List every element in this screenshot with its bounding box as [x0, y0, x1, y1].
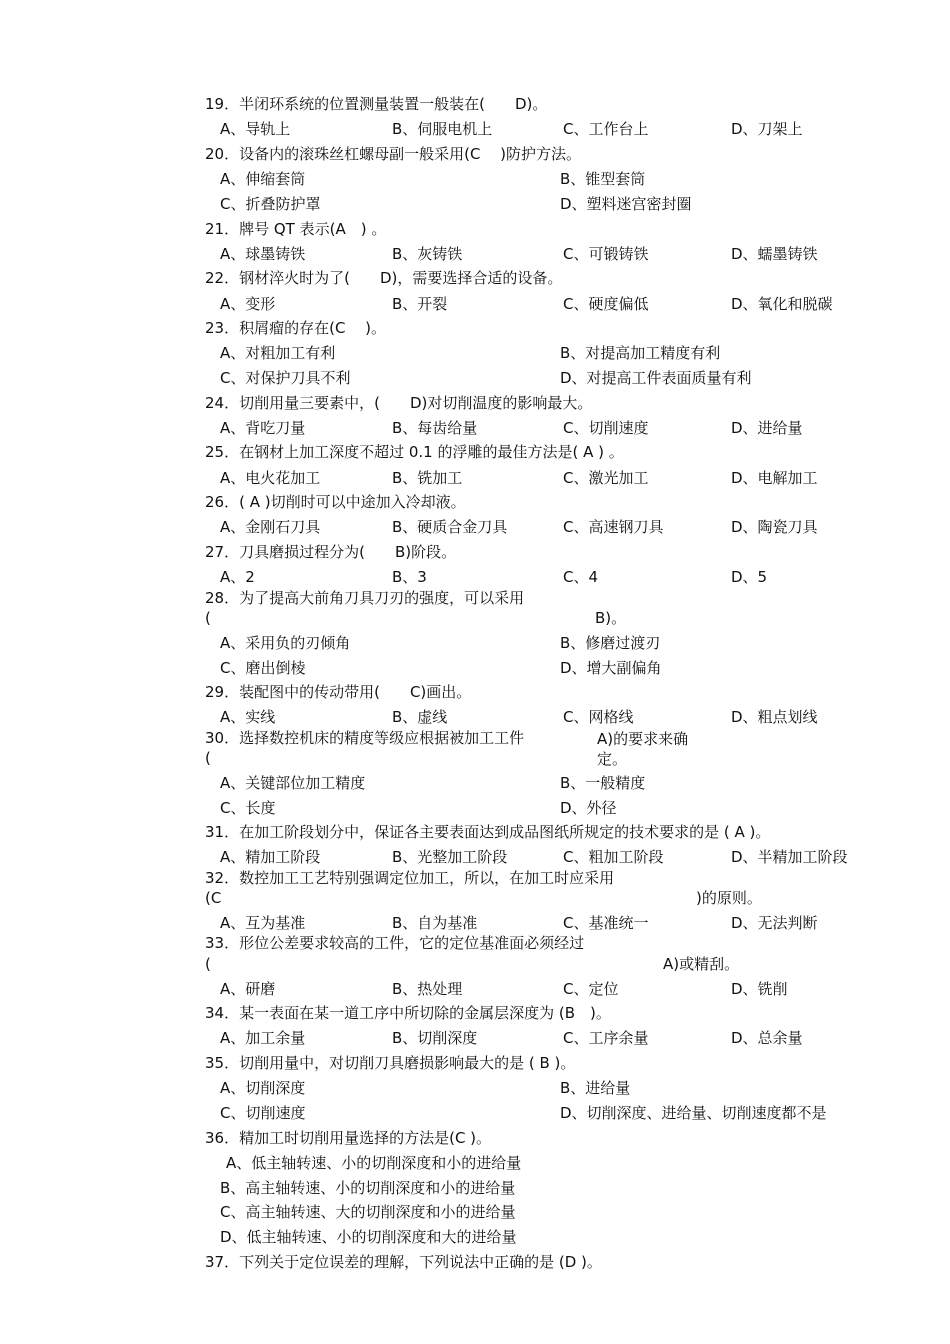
q21-option-a: A、球墨铸铁	[220, 245, 306, 263]
q23-option-b: B、对提高加工精度有利	[560, 344, 721, 362]
q36-option-a: A、低主轴转速、小的切削深度和小的进给量	[226, 1154, 522, 1172]
q24-option-a: A、背吃刀量	[220, 419, 306, 437]
q25-option-c: C、激光加工	[563, 469, 649, 487]
q25-option-b: B、铣加工	[392, 469, 463, 487]
q23-option-a: A、对粗加工有利	[220, 344, 336, 362]
q28-option-c: C、磨出倒棱	[220, 659, 306, 677]
q34-option-a: A、加工余量	[220, 1029, 306, 1047]
question-22-stem: 22．钢材淬火时为了( D)，需要选择合适的设备。	[205, 269, 563, 287]
q29-option-c: C、网格线	[563, 708, 634, 726]
q32-option-b: B、自为基准	[392, 914, 478, 932]
q21-option-c: C、可锻铸铁	[563, 245, 649, 263]
question-32-answer: )的原则。	[696, 889, 762, 907]
q24-option-b: B、每齿给量	[392, 419, 478, 437]
q35-option-b: B、进给量	[560, 1079, 631, 1097]
question-28-paren: (	[205, 609, 211, 627]
question-25-stem: 25．在钢材上加工深度不超过 0.1 的浮雕的最佳方法是( A ) 。	[205, 443, 624, 461]
question-32-paren: (C	[205, 889, 222, 907]
q26-option-c: C、高速钢刀具	[563, 518, 664, 536]
q19-option-a: A、导轨上	[220, 120, 291, 138]
question-33-stem: 33．形位公差要求较高的工件，它的定位基准面必须经过	[205, 934, 585, 952]
q29-option-b: B、虚线	[392, 708, 448, 726]
q28-option-a: A、采用负的刃倾角	[220, 634, 351, 652]
q31-option-d: D、半精加工阶段	[731, 848, 848, 866]
q19-option-b: B、伺服电机上	[392, 120, 493, 138]
q35-option-d: D、切削深度、进给量、切削速度都不是	[560, 1104, 827, 1122]
q22-option-d: D、氧化和脱碳	[731, 295, 833, 313]
q20-option-c: C、折叠防护罩	[220, 195, 321, 213]
q27-option-b: B、3	[392, 568, 427, 586]
q34-option-d: D、总余量	[731, 1029, 803, 1047]
question-32-stem: 32．数控加工工艺特别强调定位加工，所以，在加工时应采用	[205, 869, 615, 887]
q33-option-d: D、铣削	[731, 980, 788, 998]
question-33-paren: (	[205, 955, 211, 973]
q32-option-d: D、无法判断	[731, 914, 818, 932]
question-30-stem: 30．选择数控机床的精度等级应根据被加工工件	[205, 729, 525, 747]
question-19-stem: 19．半闭环系统的位置测量装置一般装在( D)。	[205, 95, 548, 113]
q32-option-c: C、基准统一	[563, 914, 649, 932]
question-30-answer-cont: 定。	[597, 750, 628, 768]
q27-option-d: D、5	[731, 568, 768, 586]
q36-option-c: C、高主轴转速、大的切削深度和小的进给量	[220, 1203, 516, 1221]
question-28-stem: 28．为了提高大前角刀具刀刃的强度，可以采用	[205, 589, 525, 607]
q35-option-c: C、切削速度	[220, 1104, 306, 1122]
q31-option-c: C、粗加工阶段	[563, 848, 664, 866]
q31-option-b: B、光整加工阶段	[392, 848, 508, 866]
q26-option-a: A、金刚石刀具	[220, 518, 321, 536]
q22-option-a: A、变形	[220, 295, 276, 313]
q30-option-b: B、一般精度	[560, 774, 646, 792]
q31-option-a: A、精加工阶段	[220, 848, 321, 866]
q21-option-b: B、灰铸铁	[392, 245, 463, 263]
q29-option-d: D、粗点划线	[731, 708, 818, 726]
question-26-stem: 26．( A )切削时可以中途加入冷却液。	[205, 493, 466, 511]
q20-option-b: B、锥型套筒	[560, 170, 646, 188]
question-29-stem: 29．装配图中的传动带用( C)画出。	[205, 683, 472, 701]
question-30-paren: (	[205, 749, 211, 767]
q27-option-c: C、4	[563, 568, 599, 586]
q28-option-d: D、增大副偏角	[560, 659, 662, 677]
q26-option-d: D、陶瓷刀具	[731, 518, 818, 536]
question-30-answer: A)的要求来确	[597, 730, 689, 748]
q22-option-c: C、硬度偏低	[563, 295, 649, 313]
q29-option-a: A、实线	[220, 708, 276, 726]
q30-option-a: A、关键部位加工精度	[220, 774, 366, 792]
q34-option-b: B、切削深度	[392, 1029, 478, 1047]
question-31-stem: 31．在加工阶段划分中，保证各主要表面达到成品图纸所规定的技术要求的是 ( A )。	[205, 823, 771, 841]
q35-option-a: A、切削深度	[220, 1079, 306, 1097]
q33-option-b: B、热处理	[392, 980, 463, 998]
question-21-stem: 21．牌号 QT 表示(A ) 。	[205, 220, 387, 238]
q30-option-d: D、外径	[560, 799, 617, 817]
q36-option-d: D、低主轴转速、小的切削深度和大的进给量	[220, 1228, 517, 1246]
question-20-stem: 20．设备内的滚珠丝杠螺母副一般采用(C )防护方法。	[205, 145, 582, 163]
q30-option-c: C、长度	[220, 799, 276, 817]
q28-option-b: B、修磨过渡刃	[560, 634, 661, 652]
question-27-stem: 27．刀具磨损过程分为( B)阶段。	[205, 543, 457, 561]
q22-option-b: B、开裂	[392, 295, 448, 313]
q19-option-c: C、工作台上	[563, 120, 649, 138]
q20-option-d: D、塑料迷宫密封圈	[560, 195, 692, 213]
q19-option-d: D、刀架上	[731, 120, 803, 138]
q27-option-a: A、2	[220, 568, 255, 586]
question-33-answer: A)或精刮。	[663, 955, 740, 973]
q36-option-b: B、高主轴转速、小的切削深度和小的进给量	[220, 1179, 516, 1197]
q25-option-a: A、电火花加工	[220, 469, 321, 487]
q33-option-c: C、定位	[563, 980, 619, 998]
q23-option-c: C、对保护刀具不利	[220, 369, 351, 387]
question-35-stem: 35．切削用量中，对切削刀具磨损影响最大的是 ( B )。	[205, 1054, 576, 1072]
q24-option-c: C、切削速度	[563, 419, 649, 437]
question-28-answer: B)。	[595, 609, 627, 627]
question-36-stem: 36．精加工时切削用量选择的方法是(C )。	[205, 1129, 492, 1147]
q33-option-a: A、研磨	[220, 980, 276, 998]
q24-option-d: D、进给量	[731, 419, 803, 437]
question-24-stem: 24．切削用量三要素中，( D)对切削温度的影响最大。	[205, 394, 593, 412]
question-23-stem: 23．积屑瘤的存在(C )。	[205, 319, 387, 337]
question-37-stem: 37．下列关于定位误差的理解，下列说法中正确的是 (D )。	[205, 1253, 602, 1271]
q26-option-b: B、硬质合金刀具	[392, 518, 508, 536]
q23-option-d: D、对提高工件表面质量有利	[560, 369, 752, 387]
q25-option-d: D、电解加工	[731, 469, 818, 487]
q20-option-a: A、伸缩套筒	[220, 170, 306, 188]
q21-option-d: D、蠕墨铸铁	[731, 245, 818, 263]
q32-option-a: A、互为基准	[220, 914, 306, 932]
q34-option-c: C、工序余量	[563, 1029, 649, 1047]
question-34-stem: 34．某一表面在某一道工序中所切除的金属层深度为 (B )。	[205, 1004, 611, 1022]
